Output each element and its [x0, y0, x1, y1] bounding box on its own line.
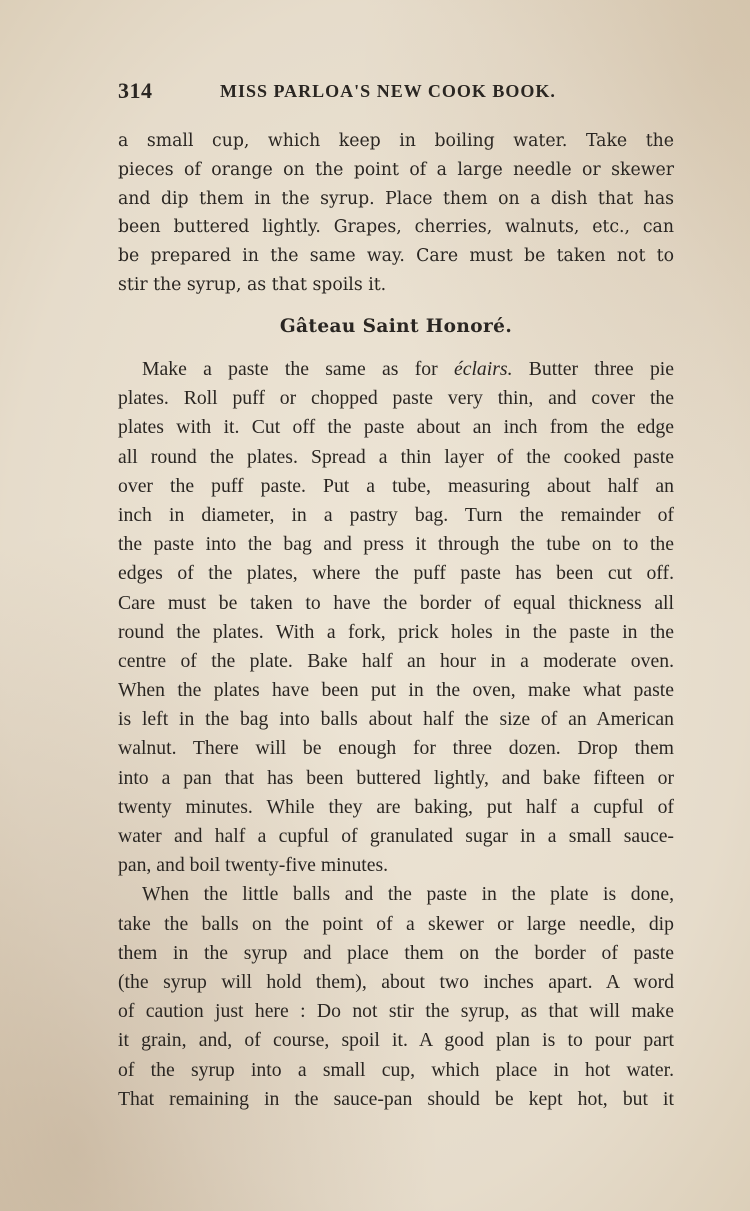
text-line: pieces of orange on the point of a large needle or skewer: [118, 159, 674, 180]
text-line: water and half a cupful of granulated sugar in a small sauce-: [118, 825, 674, 847]
text-fragment: Butter three pie: [512, 358, 675, 380]
page-header: [118, 78, 674, 108]
text-line: been buttered lightly. Grapes, cherries, walnuts, etc., can: [118, 217, 674, 238]
page-number: 314: [118, 78, 153, 103]
text-line: round the plates. With a fork, prick holes in the paste in the: [118, 620, 674, 643]
text-line: walnut. There will be enough for three dozen. Drop them: [118, 737, 674, 760]
text-line: inch in diameter, in a pastry bag. Turn the remainder of: [118, 503, 674, 526]
text-line: twenty minutes. While they are baking, put half a cupful of: [118, 795, 674, 818]
text-line: be prepared in the same way. Care must be taken not to: [118, 246, 674, 267]
text-line: [118, 355, 674, 384]
recipe-title: Gâteau Saint Honoré.: [279, 316, 513, 337]
text-line: When the plates have been put in the oven, make what paste: [118, 679, 674, 702]
continued-paragraph: [118, 127, 674, 300]
text-line: (the syrup will hold them), about two inches apart. A word: [118, 970, 674, 993]
text-line: and dip them in the syrup. Place them on a dish that has: [118, 188, 674, 209]
text-line: over the puff paste. Put a tube, measuring about half an: [118, 474, 674, 497]
text-line: edges of the plates, where the puff paste has been cut off.: [118, 562, 674, 585]
text-line: of the syrup into a small cup, which place in hot water.: [118, 1058, 674, 1081]
text-line: When the little balls and the paste in the plate is done,: [142, 883, 674, 906]
text-line: them in the syrup and place them on the border of paste: [118, 941, 674, 964]
recipe-body: [118, 355, 674, 1114]
text-line: plates with it. Cut off the paste about an inch from the edge: [118, 416, 674, 439]
text-line: pan, and boil twenty-five minutes.: [118, 854, 389, 877]
text-line: stir the syrup, as that spoils it.: [118, 274, 387, 295]
text-line: take the balls on the point of a skewer or large needle, dip: [118, 912, 674, 935]
text-line: That remaining in the sauce-pan should be kept hot, but it: [118, 1087, 674, 1110]
text-line: centre of the plate. Bake half an hour in a moderate oven.: [118, 649, 674, 672]
running-head: MISS PARLOA'S NEW COOK BOOK.: [220, 81, 556, 101]
text-line: into a pan that has been buttered lightly, and bake fifteen or: [118, 766, 674, 789]
text-line: a small cup, which keep in boiling water. Take the: [118, 131, 674, 151]
italic-term: éclairs.: [453, 358, 513, 380]
text-line: is left in the bag into balls about half the size of an American: [118, 708, 674, 731]
text-line: all round the plates. Spread a thin layer of the cooked paste: [118, 445, 674, 468]
text-line: it grain, and, of course, spoil it. A good plan is to pour part: [118, 1029, 674, 1052]
text-line: plates. Roll puff or chopped paste very thin, and cover the: [118, 387, 674, 410]
text-line: Care must be taken to have the border of equal thickness all: [118, 591, 674, 614]
text-fragment: Make a paste the same as for: [142, 358, 454, 380]
text-line: the paste into the bag and press it through the tube on to the: [118, 533, 674, 556]
text-line: of caution just here : Do not stir the syrup, as that will make: [118, 1000, 674, 1023]
